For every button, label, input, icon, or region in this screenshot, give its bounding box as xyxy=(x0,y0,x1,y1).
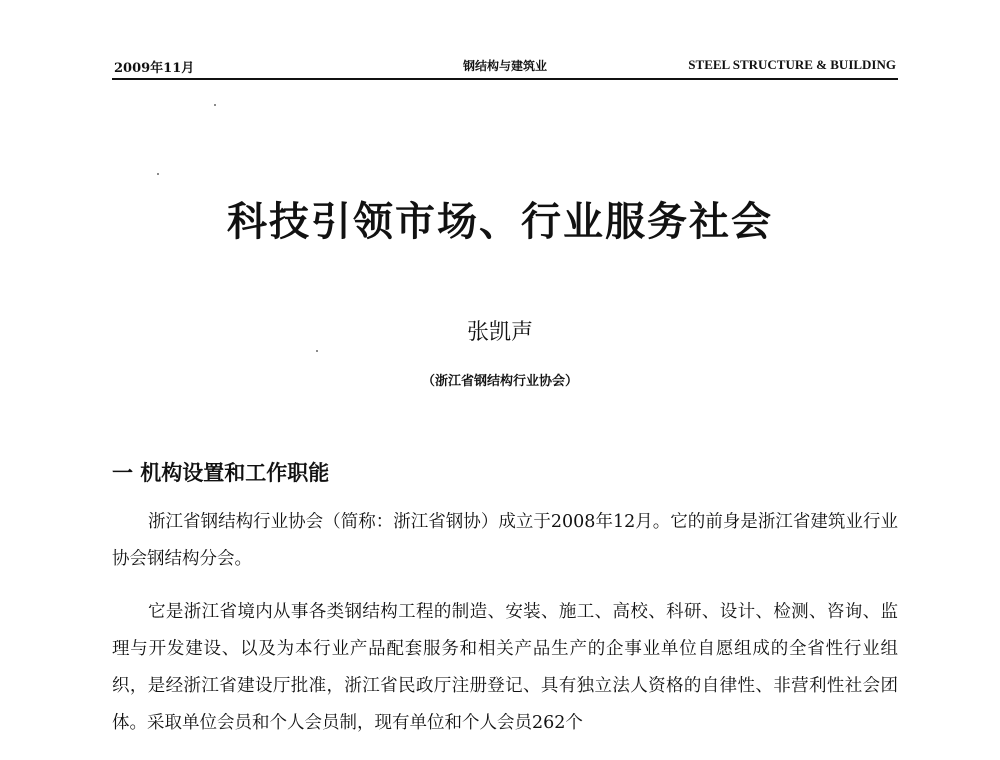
journal-title-cn: 钢结构与建筑业 xyxy=(462,59,547,73)
paragraph: 它是浙江省境内从事各类钢结构工程的制造、安装、施工、高校、科研、设计、检测、咨询、监理与开发建设、以及为本行业产品配套服务和相关产品生产的企事业单位自愿组成的全省性行业组织，是经浙江省建设厅批准，浙江省民政厅注册登记、具有独立法人资格的自律性、非营利性社会团体。采取单位会员和个人会员制，现有单位和个人会员262个 xyxy=(112,602,898,733)
speck-mark xyxy=(157,173,159,175)
issue-date: 2009年11月 xyxy=(114,61,195,76)
article-title: 科技引领市场、行业服务社会 xyxy=(227,199,773,245)
journal-title-en: STEEL STRUCTURE & BUILDING xyxy=(688,57,896,72)
running-header xyxy=(112,50,898,80)
paragraph: 浙江省钢结构行业协会（简称：浙江省钢协）成立于2008年12月。它的前身是浙江省建筑业行业协会钢结构分会。 xyxy=(112,512,898,569)
author-affiliation: （浙江省钢结构行业协会） xyxy=(421,374,578,389)
speck-mark xyxy=(316,350,318,352)
speck-mark xyxy=(214,104,216,106)
section-heading: 一 机构设置和工作职能 xyxy=(112,461,330,485)
author-name: 张凯声 xyxy=(466,320,533,345)
